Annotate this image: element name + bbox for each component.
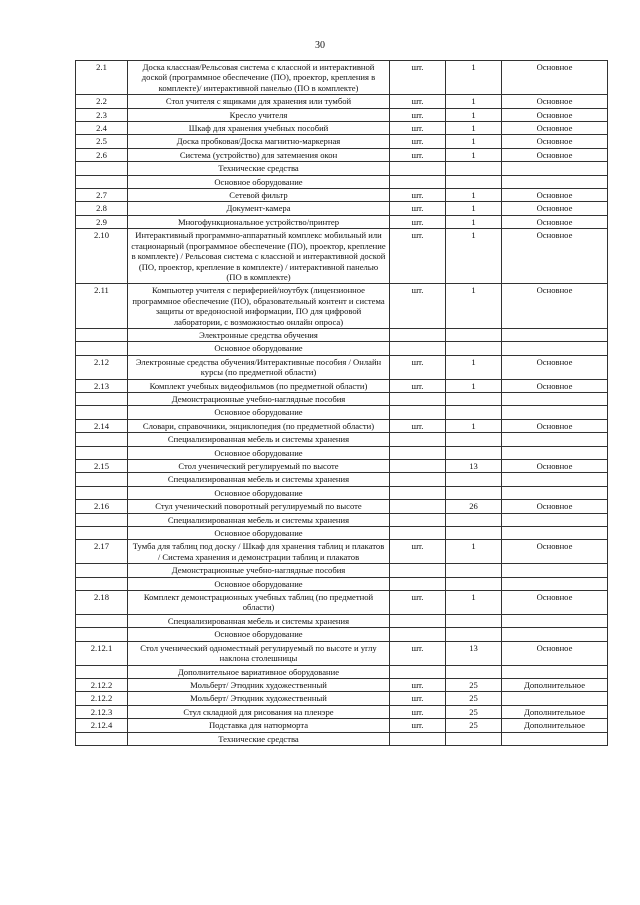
cell-quantity xyxy=(446,527,502,540)
cell-unit: шт. xyxy=(390,189,446,202)
cell-unit xyxy=(390,392,446,405)
cell-unit: шт. xyxy=(390,379,446,392)
cell-name: Словари, справочники, энциклопедия (по предметной области) xyxy=(128,419,390,432)
cell-name: Доска пробковая/Доска магнитно-маркерная xyxy=(128,135,390,148)
cell-number xyxy=(76,628,128,641)
cell-name: Документ-камера xyxy=(128,202,390,215)
cell-unit xyxy=(390,500,446,513)
cell-quantity xyxy=(446,577,502,590)
cell-type: Основное xyxy=(502,148,608,161)
cell-number: 2.12.4 xyxy=(76,719,128,732)
cell-name: Стол ученический регулируемый по высоте xyxy=(128,460,390,473)
cell-number: 2.18 xyxy=(76,591,128,615)
cell-name: Технические средства xyxy=(128,732,390,745)
cell-quantity: 25 xyxy=(446,705,502,718)
cell-quantity: 1 xyxy=(446,284,502,329)
table-row xyxy=(76,719,608,732)
cell-unit: шт. xyxy=(390,95,446,108)
cell-type: Основное xyxy=(502,135,608,148)
table-row xyxy=(76,460,608,473)
cell-number xyxy=(76,162,128,175)
table-row xyxy=(76,678,608,691)
cell-quantity xyxy=(446,175,502,188)
cell-name: Специализированная мебель и системы хранения xyxy=(128,473,390,486)
cell-name: Подставка для натюрморта xyxy=(128,719,390,732)
equipment-table-body xyxy=(76,61,608,746)
cell-number xyxy=(76,406,128,419)
cell-quantity xyxy=(446,614,502,627)
cell-number: 2.5 xyxy=(76,135,128,148)
cell-type: Основное xyxy=(502,229,608,284)
cell-quantity: 25 xyxy=(446,692,502,705)
cell-quantity: 1 xyxy=(446,135,502,148)
cell-type xyxy=(502,392,608,405)
cell-unit xyxy=(390,486,446,499)
cell-type: Основное xyxy=(502,460,608,473)
cell-name: Компьютер учителя с периферией/ноутбук (лицензионное программное обеспечение (ПО), образовательный контент и система защиты от вредоносной информации, ПО для цифровой лаборатории, с возможностью онлайн опроса) xyxy=(128,284,390,329)
table-row xyxy=(76,284,608,329)
cell-number: 2.7 xyxy=(76,189,128,202)
cell-quantity xyxy=(446,513,502,526)
section-row xyxy=(76,175,608,188)
cell-type: Основное xyxy=(502,540,608,564)
cell-unit: шт. xyxy=(390,148,446,161)
cell-name: Мольберт/ Этюдник художественный xyxy=(128,678,390,691)
cell-type xyxy=(502,527,608,540)
table-row xyxy=(76,148,608,161)
cell-quantity: 13 xyxy=(446,641,502,665)
cell-name: Демонстрационные учебно-наглядные пособия xyxy=(128,392,390,405)
section-row xyxy=(76,446,608,459)
cell-type xyxy=(502,433,608,446)
cell-unit xyxy=(390,665,446,678)
cell-number: 2.4 xyxy=(76,122,128,135)
cell-unit xyxy=(390,446,446,459)
cell-number xyxy=(76,665,128,678)
cell-unit: шт. xyxy=(390,540,446,564)
cell-number: 2.10 xyxy=(76,229,128,284)
page-number: 30 xyxy=(315,40,325,51)
cell-quantity: 1 xyxy=(446,122,502,135)
cell-name: Тумба для таблиц под доску / Шкаф для хранения таблиц и плакатов / Система хранения и демонстрации таблиц и плакатов xyxy=(128,540,390,564)
cell-number: 2.15 xyxy=(76,460,128,473)
cell-name: Специализированная мебель и системы хранения xyxy=(128,614,390,627)
cell-name: Технические средства xyxy=(128,162,390,175)
cell-number: 2.12.2 xyxy=(76,678,128,691)
cell-name: Система (устройство) для затемнения окон xyxy=(128,148,390,161)
table-row xyxy=(76,229,608,284)
table-row xyxy=(76,419,608,432)
cell-unit: шт. xyxy=(390,591,446,615)
cell-name: Основное оборудование xyxy=(128,527,390,540)
cell-unit: шт. xyxy=(390,135,446,148)
section-row xyxy=(76,392,608,405)
cell-unit xyxy=(390,460,446,473)
cell-unit xyxy=(390,577,446,590)
cell-unit: шт. xyxy=(390,355,446,379)
cell-quantity: 1 xyxy=(446,95,502,108)
cell-unit: шт. xyxy=(390,705,446,718)
cell-type xyxy=(502,486,608,499)
table-row xyxy=(76,540,608,564)
cell-unit xyxy=(390,614,446,627)
cell-type xyxy=(502,513,608,526)
cell-type: Основное xyxy=(502,591,608,615)
table-row xyxy=(76,202,608,215)
cell-quantity: 1 xyxy=(446,148,502,161)
table-row xyxy=(76,692,608,705)
cell-name: Дополнительное вариативное оборудование xyxy=(128,665,390,678)
cell-quantity xyxy=(446,486,502,499)
cell-quantity: 25 xyxy=(446,719,502,732)
table-row xyxy=(76,500,608,513)
cell-unit xyxy=(390,628,446,641)
table-row xyxy=(76,189,608,202)
cell-number: 2.12.1 xyxy=(76,641,128,665)
cell-name: Многофункциональное устройство/принтер xyxy=(128,215,390,228)
cell-number xyxy=(76,433,128,446)
cell-type: Основное xyxy=(502,355,608,379)
cell-number xyxy=(76,342,128,355)
cell-number xyxy=(76,577,128,590)
cell-unit: шт. xyxy=(390,202,446,215)
cell-type xyxy=(502,665,608,678)
cell-quantity: 1 xyxy=(446,215,502,228)
cell-type: Основное xyxy=(502,215,608,228)
cell-type xyxy=(502,446,608,459)
cell-type: Дополнительное xyxy=(502,678,608,691)
cell-number: 2.9 xyxy=(76,215,128,228)
cell-type: Основное xyxy=(502,95,608,108)
cell-type: Основное xyxy=(502,108,608,121)
cell-type: Основное xyxy=(502,61,608,95)
cell-name: Специализированная мебель и системы хранения xyxy=(128,513,390,526)
cell-unit xyxy=(390,328,446,341)
cell-number xyxy=(76,513,128,526)
section-row xyxy=(76,328,608,341)
cell-number xyxy=(76,446,128,459)
cell-type: Основное xyxy=(502,419,608,432)
cell-name: Стул ученический поворотный регулируемый по высоте xyxy=(128,500,390,513)
section-row xyxy=(76,433,608,446)
cell-unit: шт. xyxy=(390,215,446,228)
cell-number xyxy=(76,564,128,577)
table-row xyxy=(76,122,608,135)
cell-name: Основное оборудование xyxy=(128,406,390,419)
section-row xyxy=(76,665,608,678)
cell-type: Основное xyxy=(502,202,608,215)
cell-quantity xyxy=(446,446,502,459)
cell-name: Доска классная/Рельсовая система с классной и интерактивной доской (программное обеспечение (ПО), проектор, крепления в комплекте)/ интерактивной панелью (ПО в комплекте) xyxy=(128,61,390,95)
cell-name: Основное оборудование xyxy=(128,628,390,641)
table-row xyxy=(76,641,608,665)
cell-quantity: 1 xyxy=(446,108,502,121)
cell-type: Основное xyxy=(502,500,608,513)
cell-quantity: 1 xyxy=(446,61,502,95)
cell-unit: шт. xyxy=(390,122,446,135)
cell-unit: шт. xyxy=(390,719,446,732)
cell-type xyxy=(502,692,608,705)
cell-quantity: 1 xyxy=(446,419,502,432)
cell-number xyxy=(76,732,128,745)
table-row xyxy=(76,95,608,108)
cell-name: Демонстрационные учебно-наглядные пособия xyxy=(128,564,390,577)
cell-name: Стол учителя с ящиками для хранения или тумбой xyxy=(128,95,390,108)
cell-name: Стол ученический одноместный регулируемый по высоте и углу наклона столешницы xyxy=(128,641,390,665)
cell-unit: шт. xyxy=(390,692,446,705)
section-row xyxy=(76,486,608,499)
cell-unit: шт. xyxy=(390,678,446,691)
cell-name: Стул складной для рисования на пленэре xyxy=(128,705,390,718)
section-row xyxy=(76,527,608,540)
cell-quantity xyxy=(446,665,502,678)
cell-name: Основное оборудование xyxy=(128,446,390,459)
cell-number: 2.6 xyxy=(76,148,128,161)
cell-name: Основное оборудование xyxy=(128,342,390,355)
cell-unit xyxy=(390,406,446,419)
cell-quantity xyxy=(446,406,502,419)
cell-type xyxy=(502,342,608,355)
table-row xyxy=(76,135,608,148)
cell-type: Основное xyxy=(502,122,608,135)
cell-number: 2.12.3 xyxy=(76,705,128,718)
cell-quantity: 13 xyxy=(446,460,502,473)
cell-number: 2.13 xyxy=(76,379,128,392)
cell-name: Комплект демонстрационных учебных таблиц (по предметной области) xyxy=(128,591,390,615)
cell-unit: шт. xyxy=(390,419,446,432)
table-row xyxy=(76,591,608,615)
cell-number: 2.14 xyxy=(76,419,128,432)
section-row xyxy=(76,614,608,627)
cell-unit xyxy=(390,564,446,577)
cell-number: 2.8 xyxy=(76,202,128,215)
cell-name: Мольберт/ Этюдник художественный xyxy=(128,692,390,705)
cell-name: Специализированная мебель и системы хранения xyxy=(128,433,390,446)
cell-quantity xyxy=(446,342,502,355)
cell-type xyxy=(502,473,608,486)
cell-number xyxy=(76,328,128,341)
cell-name: Основное оборудование xyxy=(128,577,390,590)
table-row xyxy=(76,705,608,718)
cell-type xyxy=(502,732,608,745)
cell-quantity xyxy=(446,732,502,745)
section-row xyxy=(76,564,608,577)
cell-number xyxy=(76,175,128,188)
section-row xyxy=(76,628,608,641)
cell-name: Электронные средства обучения/Интерактивные пособия / Онлайн курсы (по предметной области) xyxy=(128,355,390,379)
cell-type xyxy=(502,328,608,341)
cell-number xyxy=(76,614,128,627)
cell-unit xyxy=(390,527,446,540)
cell-name: Интерактивный программно-аппаратный комплекс мобильный или стационарный (программное обеспечение (ПО), проектор, крепление в комплекте) / Рельсовая система с классной и интерактивной доской (ПО, проектор, крепление в комплекте) / интерактивной панелью (ПО в комплекте) xyxy=(128,229,390,284)
cell-unit xyxy=(390,342,446,355)
cell-type: Основное xyxy=(502,379,608,392)
cell-unit: шт. xyxy=(390,229,446,284)
cell-name: Кресло учителя xyxy=(128,108,390,121)
cell-number: 2.12 xyxy=(76,355,128,379)
cell-number: 2.1 xyxy=(76,61,128,95)
cell-type: Основное xyxy=(502,284,608,329)
cell-number xyxy=(76,392,128,405)
cell-quantity xyxy=(446,392,502,405)
cell-unit: шт. xyxy=(390,284,446,329)
cell-number: 2.11 xyxy=(76,284,128,329)
cell-quantity: 1 xyxy=(446,229,502,284)
cell-unit xyxy=(390,175,446,188)
cell-unit xyxy=(390,433,446,446)
cell-number: 2.12.2 xyxy=(76,692,128,705)
cell-quantity: 1 xyxy=(446,591,502,615)
cell-quantity xyxy=(446,433,502,446)
cell-number xyxy=(76,527,128,540)
cell-type xyxy=(502,614,608,627)
cell-quantity: 25 xyxy=(446,678,502,691)
cell-type xyxy=(502,577,608,590)
cell-type: Дополнительное xyxy=(502,719,608,732)
cell-name: Электронные средства обучения xyxy=(128,328,390,341)
cell-quantity: 1 xyxy=(446,540,502,564)
cell-quantity: 1 xyxy=(446,355,502,379)
cell-quantity xyxy=(446,628,502,641)
cell-number: 2.2 xyxy=(76,95,128,108)
cell-unit xyxy=(390,513,446,526)
section-row xyxy=(76,473,608,486)
cell-type xyxy=(502,175,608,188)
section-row xyxy=(76,513,608,526)
cell-type: Основное xyxy=(502,641,608,665)
section-row xyxy=(76,577,608,590)
cell-quantity xyxy=(446,328,502,341)
cell-name: Сетевой фильтр xyxy=(128,189,390,202)
cell-unit xyxy=(390,162,446,175)
cell-unit: шт. xyxy=(390,108,446,121)
cell-unit: шт. xyxy=(390,61,446,95)
table-row xyxy=(76,379,608,392)
cell-quantity: 1 xyxy=(446,189,502,202)
section-row xyxy=(76,342,608,355)
table-row xyxy=(76,355,608,379)
section-row xyxy=(76,732,608,745)
cell-number: 2.3 xyxy=(76,108,128,121)
cell-quantity xyxy=(446,473,502,486)
table-row xyxy=(76,61,608,95)
cell-type xyxy=(502,628,608,641)
table-row xyxy=(76,215,608,228)
cell-quantity xyxy=(446,162,502,175)
cell-quantity: 26 xyxy=(446,500,502,513)
cell-quantity: 1 xyxy=(446,379,502,392)
cell-number: 2.16 xyxy=(76,500,128,513)
cell-name: Основное оборудование xyxy=(128,486,390,499)
cell-quantity: 1 xyxy=(446,202,502,215)
cell-number xyxy=(76,486,128,499)
cell-name: Комплект учебных видеофильмов (по предметной области) xyxy=(128,379,390,392)
cell-type: Дополнительное xyxy=(502,705,608,718)
cell-unit xyxy=(390,473,446,486)
cell-quantity xyxy=(446,564,502,577)
section-row xyxy=(76,406,608,419)
cell-unit xyxy=(390,732,446,745)
cell-type: Основное xyxy=(502,189,608,202)
equipment-table xyxy=(75,60,608,746)
cell-unit: шт. xyxy=(390,641,446,665)
cell-number xyxy=(76,473,128,486)
cell-type xyxy=(502,406,608,419)
cell-number: 2.17 xyxy=(76,540,128,564)
cell-type xyxy=(502,564,608,577)
section-row xyxy=(76,162,608,175)
cell-name: Шкаф для хранения учебных пособий xyxy=(128,122,390,135)
cell-name: Основное оборудование xyxy=(128,175,390,188)
table-row xyxy=(76,108,608,121)
cell-type xyxy=(502,162,608,175)
